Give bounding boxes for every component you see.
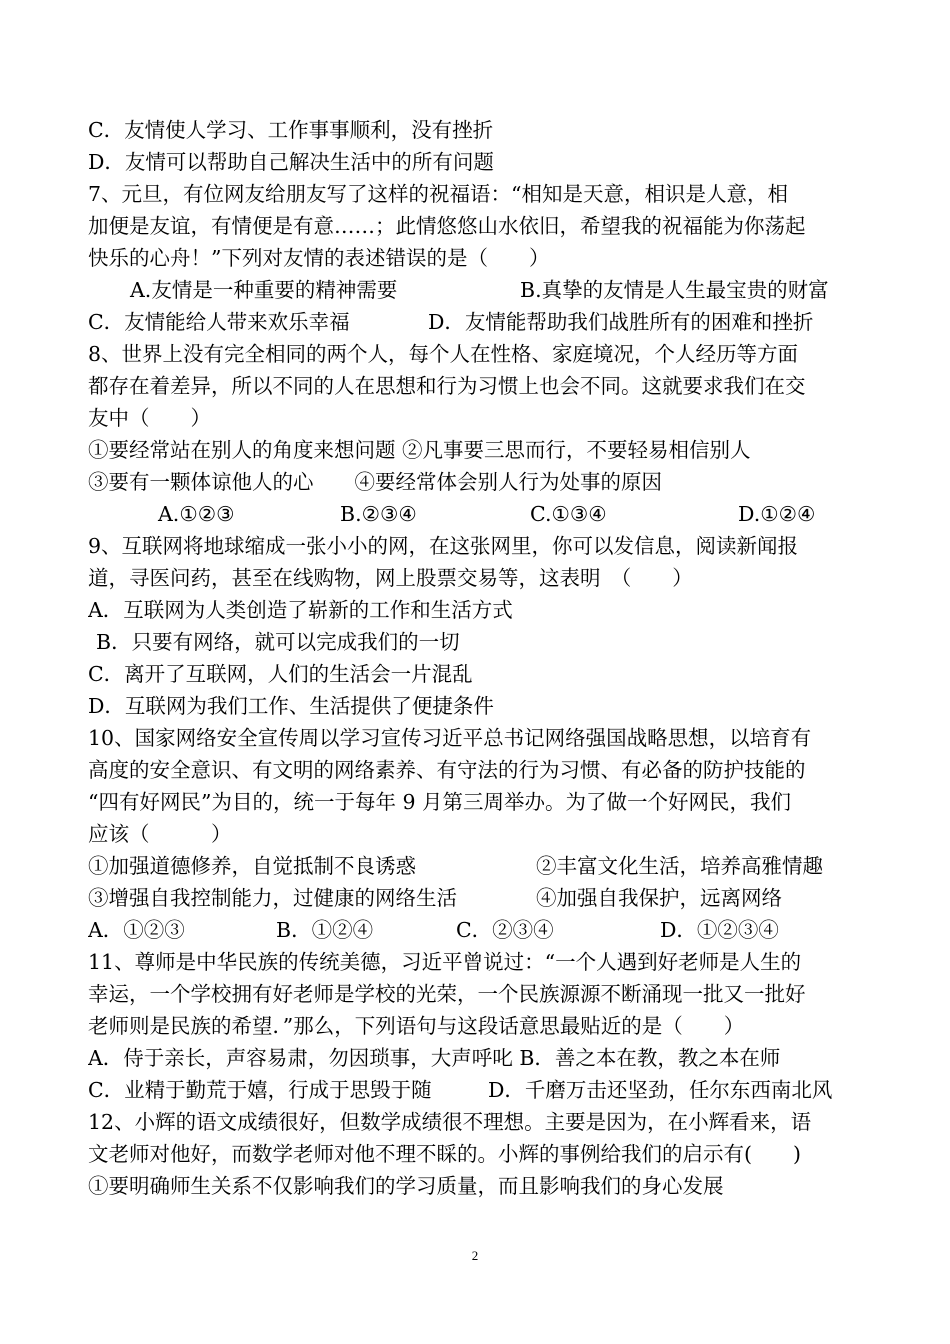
q10-stem-line3: “四有好网民”为目的，统一于每年 9 月第三周举办。为了做一个好网民，我们 xyxy=(88,790,792,814)
q11-option-c: C．业精于勤荒于嬉，行成于思毁于随 xyxy=(88,1078,432,1102)
q8-stem-line1: 8、世界上没有完全相同的两个人，每个人在性格、家庭境况，个人经历等方面 xyxy=(88,342,799,366)
q8-statements-line2: ③要有一颗体谅他人的心 ④要经常体会别人行为处事的原因 xyxy=(88,470,662,494)
q8-option-a: A.①②③ xyxy=(158,502,235,526)
q10-statement-4: ④加强自我保护，远离网络 xyxy=(536,886,782,910)
q8-option-d: D.①②④ xyxy=(738,502,816,526)
q9-option-c: C．离开了互联网，人们的生活会一片混乱 xyxy=(88,662,473,686)
q7-stem-line3: 快乐的心舟！”下列对友情的表述错误的是（ ） xyxy=(88,246,550,270)
q10-statement-2: ②丰富文化生活，培养高雅情趣 xyxy=(536,854,823,878)
q10-option-d: D．①②③④ xyxy=(660,918,779,942)
q8-option-c: C.①③④ xyxy=(530,502,607,526)
q10-options xyxy=(88,914,878,946)
q8-stem-line2: 都存在着差异，所以不同的人在思想和行为习惯上也会不同。这就要求我们在交 xyxy=(88,374,806,398)
q10-option-a: A．①②③ xyxy=(88,918,185,942)
q7-option-c: C．友情能给人带来欢乐幸福 xyxy=(88,310,350,334)
q7-stem-line2: 加便是友谊，有情便是有意……；此情悠悠山水依旧，希望我的祝福能为你荡起 xyxy=(88,214,806,238)
q11-stem-line2: 幸运，一个学校拥有好老师是学校的光荣，一个民族源源不断涌现一批又一批好 xyxy=(88,982,806,1006)
q6-option-c: C．友情使人学习、工作事事顺利，没有挫折 xyxy=(88,118,494,142)
q8-statements-line1: ①要经常站在别人的角度来想问题 ②凡事要三思而行，不要轻易相信别人 xyxy=(88,438,751,462)
q7-options-cd xyxy=(88,306,878,338)
q6-option-d: D．友情可以帮助自己解决生活中的所有问题 xyxy=(88,150,494,174)
q12-stem-line1: 12、小辉的语文成绩很好，但数学成绩很不理想。主要是因为，在小辉看来，语 xyxy=(88,1110,812,1134)
page-number: 2 xyxy=(471,1248,479,1263)
q10-stem-line1: 10、国家网络安全宣传周以学习宣传习近平总书记网络强国战略思想，以培育有 xyxy=(88,726,812,750)
q10-statement-3: ③增强自我控制能力，过健康的网络生活 xyxy=(88,886,457,910)
q9-stem-line1: 9、互联网将地球缩成一张小小的网，在这张网里，你可以发信息，阅读新闻报 xyxy=(88,534,799,558)
q10-option-c: C．②③④ xyxy=(456,918,554,942)
q10-stem-line4: 应该（ ） xyxy=(88,822,232,846)
q11-stem-line1: 11、尊师是中华民族的传统美德，习近平曾说过：“一个人遇到好老师是人生的 xyxy=(88,950,802,974)
q8-option-b: B.②③④ xyxy=(340,502,417,526)
q8-options xyxy=(88,498,878,530)
q10-stem-line2: 高度的安全意识、有文明的网络素养、有守法的行为习惯、有必备的防护技能的 xyxy=(88,758,806,782)
question-content xyxy=(88,114,878,1202)
q8-stem-line3: 友中（ ） xyxy=(88,406,211,430)
q11-option-d: D．千磨万击还坚劲，任尔东西南北风 xyxy=(488,1078,833,1102)
q9-option-b: B．只要有网络，就可以完成我们的一切 xyxy=(96,630,460,654)
q10-statements-row2 xyxy=(88,882,878,914)
q12-statement-1: ①要明确师生关系不仅影响我们的学习质量，而且影响我们的身心发展 xyxy=(88,1174,724,1198)
q10-statement-1: ①加强道德修养，自觉抵制不良诱惑 xyxy=(88,854,416,878)
q10-statements-row1 xyxy=(88,850,878,882)
q9-stem-line2: 道，寻医问药，甚至在线购物，网上股票交易等，这表明 （ ） xyxy=(88,566,693,590)
q7-option-a: A.友情是一种重要的精神需要 xyxy=(130,278,398,302)
q11-options-cd xyxy=(88,1074,878,1106)
q7-stem-line1: 7、元旦，有位网友给朋友写了这样的祝福语：“相知是天意，相识是人意，相 xyxy=(88,182,789,206)
q7-options-ab xyxy=(88,274,878,306)
q7-option-d: D．友情能帮助我们战胜所有的困难和挫折 xyxy=(428,310,814,334)
q12-stem-line2: 文老师对他好，而数学老师对他不理不睬的。小辉的事例给我们的启示有( ) xyxy=(88,1142,801,1166)
q9-option-d: D．互联网为我们工作、生活提供了便捷条件 xyxy=(88,694,494,718)
q9-option-a: A．互联网为人类创造了崭新的工作和生活方式 xyxy=(88,598,513,622)
q11-options-ab: A．侍于亲长，声容易肃，勿因琐事，大声呼叱 B．善之本在教，教之本在师 xyxy=(88,1046,781,1070)
q11-stem-line3: 老师则是民族的希望．”那么，下列语句与这段话意思最贴近的是（ ） xyxy=(88,1014,745,1038)
q10-option-b: B．①②④ xyxy=(276,918,374,942)
q7-option-b: B.真挚的友情是人生最宝贵的财富 xyxy=(520,278,829,302)
